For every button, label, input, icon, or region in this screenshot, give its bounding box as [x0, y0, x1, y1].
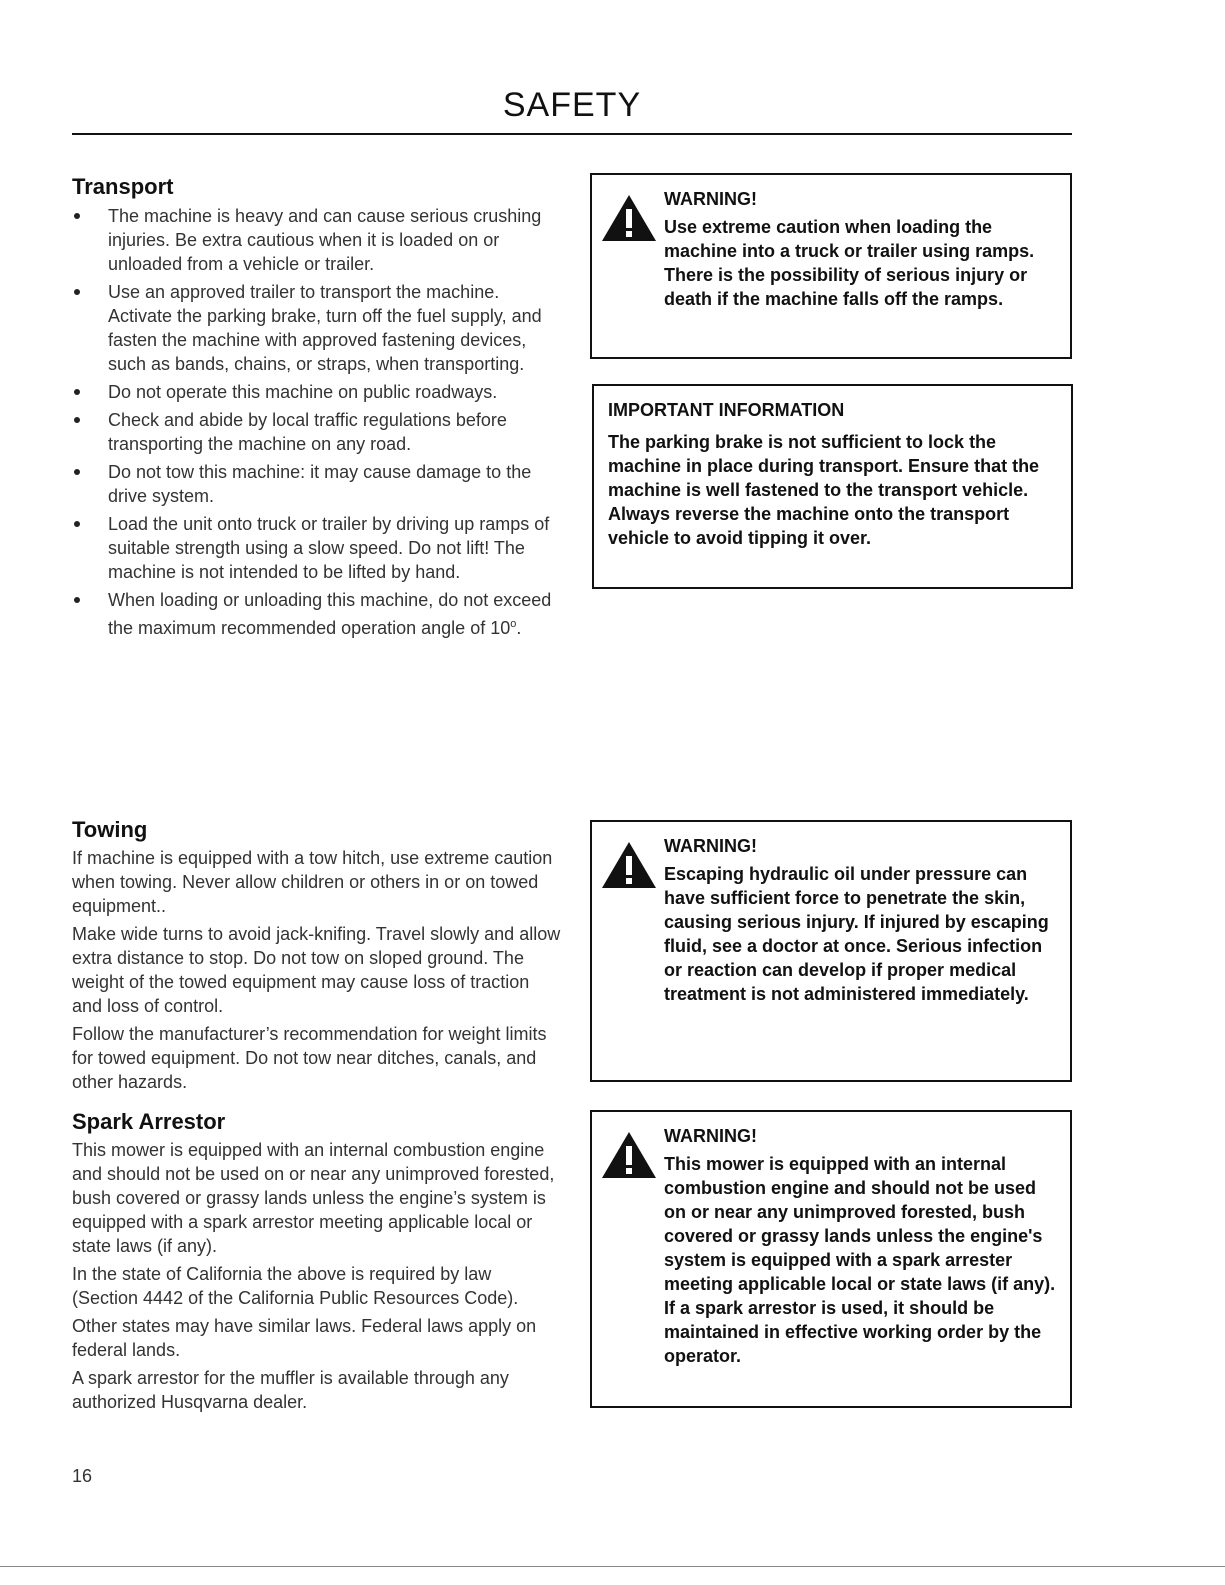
warning-heading: WARNING! [664, 836, 757, 856]
important-info-box [592, 384, 1073, 589]
warning-hydraulic-box [590, 820, 1072, 1082]
bullet-icon [74, 469, 80, 475]
list-item: Do not operate this machine on public roadways. [72, 380, 562, 404]
towing-paragraph: Make wide turns to avoid jack-knifing. Travel slowly and allow extra distance to stop. Do not tow on sloped ground. The weight of the towed equipment may cause loss of traction and loss of control. [72, 924, 561, 1016]
transport-section [72, 174, 562, 644]
bottom-divider [0, 1566, 1225, 1567]
spark-arrestor-paragraph: This mower is equipped with an internal combustion engine and should not be used on or near any unimproved forested, bush covered or grassy lands unless the engine’s system is equipped with a spark arrestor meeting applicable local or state laws (if any). [72, 1140, 555, 1256]
warning-triangle-icon [600, 840, 658, 890]
towing-heading: Towing [72, 817, 148, 842]
towing-paragraph: Follow the manufacturer’s recommendation for weight limits for towed equipment. Do not tow near ditches, canals, and other hazards. [72, 1024, 547, 1092]
page-number: 16 [72, 1466, 93, 1486]
warning-heading: WARNING! [664, 189, 757, 209]
page-title: SAFETY [502, 86, 642, 124]
transport-heading: Transport [72, 174, 174, 199]
warning-triangle-icon [600, 193, 658, 243]
title-divider [72, 133, 1072, 135]
spark-arrestor-paragraph: Other states may have similar laws. Federal laws apply on federal lands. [72, 1316, 537, 1360]
list-item: The machine is heavy and can cause serious crushing injuries. Be extra cautious when it is loaded on or unloaded from a vehicle or trailer. [72, 204, 562, 276]
warning-loading-box [590, 173, 1072, 359]
list-item: Use an approved trailer to transport the machine. Activate the parking brake, turn off the fuel supply, and fasten the machine with approved fastening devices, such as bands, chains, or straps, when transporting. [72, 280, 562, 376]
warning-text: Escaping hydraulic oil under pressure can have sufficient force to penetrate the skin, causing serious injury. If injured by escaping fluid, see a doctor at once. Serious infection or reaction can develop if proper medical treatment is not administered immediately. [664, 864, 1049, 1004]
bullet-icon [74, 213, 80, 219]
warning-text: This mower is equipped with an internal combustion engine and should not be used on or near any unimproved forested, bush covered or grassy lands unless the engine's system is equipped with a spark arrester meeting applicable local or state laws (if any). If a spark arrestor is used, it should be maintained in effective working order by the operator. [664, 1154, 1056, 1366]
warning-spark-box [590, 1110, 1072, 1408]
important-info-text: The parking brake is not sufficient to lock the machine in place during transport. Ensure that the machine is well fastened to the transport vehicle. Always reverse the machine onto the transport vehicle to avoid tipping it over. [608, 432, 1040, 548]
towing-section [72, 818, 562, 1098]
bullet-icon [74, 289, 80, 295]
list-item: Do not tow this machine: it may cause damage to the drive system. [72, 460, 562, 508]
spark-arrestor-heading: Spark Arrestor [72, 1109, 226, 1134]
spark-arrestor-section [72, 1110, 562, 1418]
towing-paragraph: If machine is equipped with a tow hitch, use extreme caution when towing. Never allow children or others in or on towed equipment.. [72, 848, 553, 916]
list-item: Check and abide by local traffic regulations before transporting the machine on any road. [72, 408, 562, 456]
list-item: Load the unit onto truck or trailer by driving up ramps of suitable strength using a slow speed. Do not lift! The machine is not intended to be lifted by hand. [72, 512, 562, 584]
warning-triangle-icon [600, 1130, 658, 1180]
warning-heading: WARNING! [664, 1126, 757, 1146]
bullet-icon [74, 597, 80, 603]
important-info-heading: IMPORTANT INFORMATION [608, 400, 845, 420]
spark-arrestor-paragraph: In the state of California the above is required by law (Section 4442 of the California Public Resources Code). [72, 1264, 519, 1308]
bullet-icon [74, 417, 80, 423]
list-item: When loading or unloading this machine, do not exceed the maximum recommended operation angle of 10$^o$. [72, 588, 562, 640]
bullet-icon [74, 389, 80, 395]
bullet-icon [74, 521, 80, 527]
transport-list [72, 204, 562, 640]
spark-arrestor-paragraph: A spark arrestor for the muffler is available through any authorized Husqvarna dealer. [72, 1368, 509, 1412]
warning-text: Use extreme caution when loading the machine into a truck or trailer using ramps. There is the possibility of serious injury or death if the machine falls off the ramps. [664, 217, 1035, 309]
